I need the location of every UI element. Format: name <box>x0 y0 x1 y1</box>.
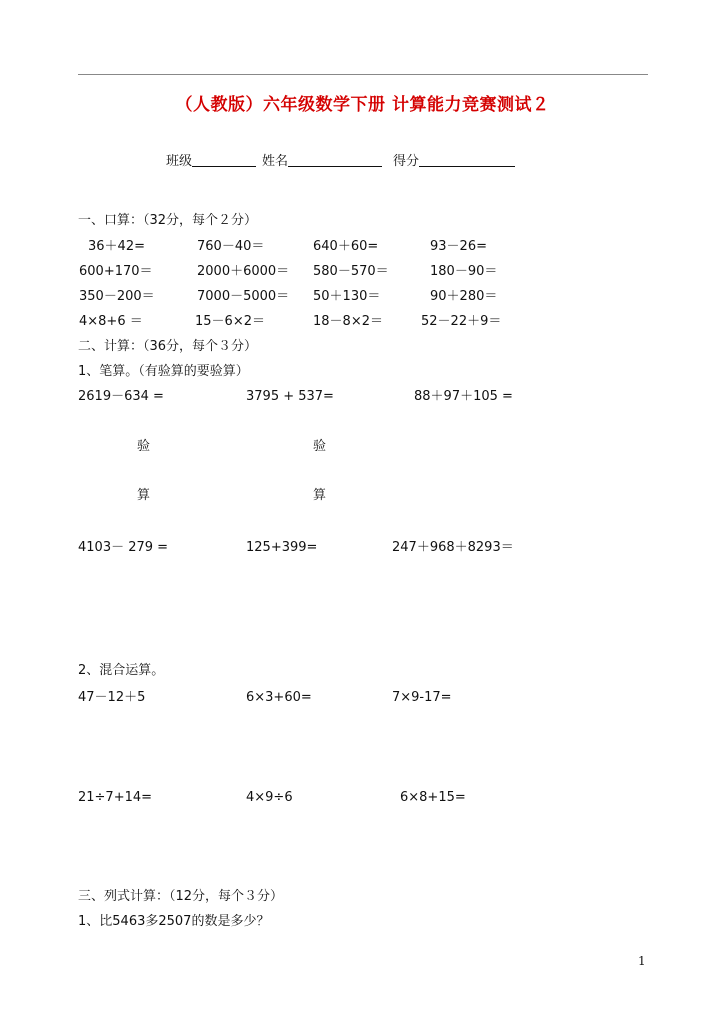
written-problem: 247＋968＋8293＝ <box>392 540 514 555</box>
written-problem: 4103－ 279 = <box>78 540 169 555</box>
oral-problem: 4×8+6 ＝ <box>79 314 143 329</box>
oral-problem: 600+170＝ <box>79 264 153 279</box>
oral-problem: 180－90＝ <box>430 264 498 279</box>
section1-heading: 一、口算：（32分，每个２分） <box>78 213 258 228</box>
oral-problem: 36＋42= <box>88 239 145 254</box>
oral-problem: 93－26= <box>430 239 487 254</box>
check-label: 算 <box>137 488 151 503</box>
page-number: 1 <box>638 954 646 968</box>
page-title: （人教版）六年级数学下册 计算能力竞赛测试２ <box>175 95 550 115</box>
mixed-problem: 21÷7+14= <box>78 790 153 805</box>
score-label: 得分 <box>393 154 420 169</box>
oral-problem: 640＋60= <box>313 239 379 254</box>
name-blank[interactable] <box>288 152 382 167</box>
class-blank[interactable] <box>192 152 256 167</box>
oral-problem: 50＋130＝ <box>313 289 381 304</box>
header-rule <box>78 74 648 75</box>
written-problem: 3795 + 537= <box>246 389 334 404</box>
oral-problem: 15－6×2＝ <box>195 314 265 329</box>
mixed-problem: 4×9÷6 <box>246 790 293 805</box>
mixed-problem: 6×8+15= <box>400 790 466 805</box>
mixed-problem: 7×9-17= <box>392 690 452 705</box>
score-field <box>393 152 515 170</box>
check-label: 算 <box>313 488 327 503</box>
name-label: 姓名 <box>262 154 289 169</box>
section3-heading: 三、列式计算：（12分，每个３分） <box>78 889 284 904</box>
class-field <box>166 152 256 170</box>
oral-problem: 2000＋6000＝ <box>197 264 290 279</box>
mixed-problem: 6×3+60= <box>246 690 312 705</box>
score-blank[interactable] <box>419 152 515 167</box>
oral-problem: 52－22＋9＝ <box>421 314 502 329</box>
oral-problem: 760－40＝ <box>197 239 265 254</box>
oral-problem: 350－200＝ <box>79 289 155 304</box>
check-label: 验 <box>137 439 151 454</box>
name-field <box>262 152 382 170</box>
oral-problem: 90＋280＝ <box>430 289 498 304</box>
mixed-problem: 47－12＋5 <box>78 690 146 705</box>
written-problem: 2619－634 = <box>78 389 164 404</box>
mixed-calc-heading: 2、混合运算。 <box>78 663 165 678</box>
written-problem: 88＋97＋105 = <box>414 389 513 404</box>
oral-problem: 18－8×2＝ <box>313 314 383 329</box>
section2-heading: 二、计算：（36分，每个３分） <box>78 339 258 354</box>
oral-problem: 580－570＝ <box>313 264 389 279</box>
written-problem: 125+399= <box>246 540 318 555</box>
check-label: 验 <box>313 439 327 454</box>
class-label: 班级 <box>166 154 193 169</box>
oral-problem: 7000－5000＝ <box>197 289 290 304</box>
written-calc-heading: 1、笔算。（有验算的要验算） <box>78 364 249 379</box>
word-problem: 1、比5463多2507的数是多少？ <box>78 914 270 929</box>
